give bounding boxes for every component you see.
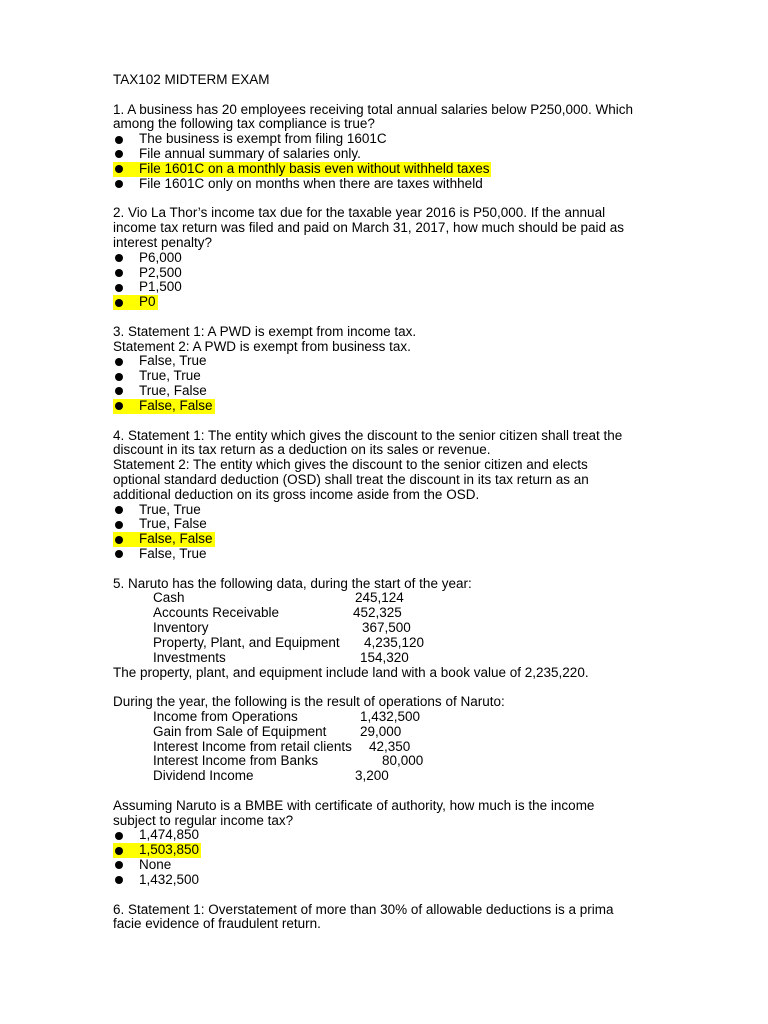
spacer (113, 414, 733, 429)
option-text: True, True (139, 501, 201, 517)
answer-option (113, 384, 733, 399)
bullet-icon (115, 876, 123, 884)
row-value: 4,235,120 (364, 634, 425, 650)
option-text: P6,000 (139, 249, 182, 265)
row-label: Inventory (153, 620, 209, 636)
option-text: True, False (139, 516, 207, 532)
option-mark (113, 177, 485, 192)
data-row (113, 606, 733, 621)
data-row (113, 710, 733, 725)
option-text: 1,503,850 (139, 842, 200, 858)
option-mark (113, 858, 173, 873)
spacer (113, 784, 733, 799)
option-text: True, False (139, 383, 207, 399)
row-label: Dividend Income (153, 768, 254, 784)
answer-option (113, 280, 733, 295)
row-label: Accounts Receivable (153, 605, 280, 621)
row-label: Interest Income from retail clients (153, 738, 352, 754)
question-4 (113, 429, 733, 562)
row-value: 42,350 (369, 738, 411, 754)
question-text: 3. Statement 1: A PWD is exempt from income tax. (113, 323, 417, 339)
answer-option (113, 295, 733, 310)
bullet-icon (115, 165, 123, 173)
option-mark (113, 295, 158, 310)
spacer (113, 680, 733, 695)
row-value: 29,000 (360, 723, 402, 739)
row-label: Income from Operations (153, 708, 298, 724)
option-mark (113, 280, 184, 295)
answer-option (113, 147, 733, 162)
data-row (113, 651, 733, 666)
option-text: False, True (139, 546, 207, 561)
option-mark (113, 873, 201, 888)
option-text: None (139, 857, 172, 873)
option-text: P2,500 (139, 264, 182, 280)
question-text: subject to regular income tax? (113, 812, 294, 828)
data-row (113, 725, 733, 740)
bullet-icon (115, 550, 123, 558)
option-text: 1,432,500 (139, 871, 200, 887)
option-mark (113, 384, 209, 399)
question-text: 6. Statement 1: Overstatement of more than 30% of allowable deductions is a prima (113, 901, 614, 917)
spacer (113, 192, 733, 207)
answer-option (113, 369, 733, 384)
option-mark (113, 147, 363, 162)
question-1 (113, 103, 733, 192)
answer-option (113, 266, 733, 281)
question-6 (113, 903, 733, 933)
question-text: additional deduction on its gross income aside from the OSD. (113, 486, 480, 502)
question-5 (113, 577, 733, 888)
spacer (113, 562, 733, 577)
exam-page (113, 73, 733, 932)
bullet-icon (115, 136, 123, 144)
row-value: 452,325 (353, 605, 402, 621)
option-mark (113, 266, 184, 281)
data-row (113, 754, 733, 769)
row-label: Gain from Sale of Equipment (153, 723, 327, 739)
question-text: 4. Statement 1: The entity which gives the discount to the senior citizen shall treat the (113, 427, 623, 443)
row-label: Interest Income from Banks (153, 753, 319, 769)
answer-option (113, 177, 733, 192)
row-value: 1,432,500 (360, 708, 421, 724)
data-row (113, 591, 733, 606)
spacer (113, 888, 733, 903)
question-text: facie evidence of fraudulent return. (113, 916, 321, 932)
spacer (113, 310, 733, 325)
option-text: File 1601C on a monthly basis even without withheld taxes (139, 160, 490, 176)
question-text: Assuming Naruto is a BMBE with certificate of authority, how much is the income (113, 797, 595, 813)
bullet-icon (115, 269, 123, 277)
bullet-icon (115, 180, 123, 188)
option-text: 1,474,850 (139, 827, 200, 843)
bullet-icon (115, 373, 123, 381)
question-text: Statement 2: The entity which gives the discount to the senior citizen and elects (113, 457, 588, 473)
row-value: 367,500 (362, 620, 411, 636)
option-mark (113, 843, 201, 858)
option-text: False, False (139, 397, 213, 413)
option-mark (113, 828, 201, 843)
option-mark (113, 547, 209, 562)
question-text: Statement 2: A PWD is exempt from business tax. (113, 338, 411, 354)
question-text: discount in its tax return as a deduction on its sales or revenue. (113, 442, 491, 458)
bullet-icon (115, 847, 123, 855)
start-of-year-table (113, 591, 733, 665)
operations-table (113, 710, 733, 784)
question-text: interest penalty? (113, 234, 213, 250)
bullet-icon (115, 832, 123, 840)
option-text: False, True (139, 353, 207, 369)
question-text: among the following tax compliance is true? (113, 116, 375, 132)
answer-option (113, 162, 733, 177)
answer-option (113, 828, 733, 843)
row-label: Investments (153, 649, 226, 665)
option-mark (113, 399, 215, 414)
exam-title: TAX102 MIDTERM EXAM (113, 72, 270, 87)
answer-option (113, 843, 733, 858)
data-row (113, 740, 733, 755)
question-3 (113, 325, 733, 414)
bullet-icon (115, 299, 123, 307)
row-value: 3,200 (355, 768, 389, 784)
option-mark (113, 162, 491, 177)
data-row (113, 636, 733, 651)
option-mark (113, 503, 203, 518)
question-note: The property, plant, and equipment include land with a book value of 2,235,220. (113, 664, 589, 680)
bullet-icon (115, 402, 123, 410)
option-mark (113, 532, 215, 547)
answer-option (113, 547, 733, 562)
option-mark (113, 369, 203, 384)
question-2 (113, 206, 733, 310)
bullet-icon (115, 358, 123, 366)
option-text: True, True (139, 368, 201, 384)
bullet-icon (115, 254, 123, 262)
option-text: P1,500 (139, 279, 182, 295)
spacer (113, 88, 733, 103)
answer-option (113, 251, 733, 266)
bullet-icon (115, 861, 123, 869)
answer-option (113, 503, 733, 518)
row-value: 154,320 (360, 649, 409, 665)
option-mark (113, 251, 184, 266)
bullet-icon (115, 536, 123, 544)
option-mark (113, 517, 209, 532)
question-text: income tax return was filed and paid on March 31, 2017, how much should be paid as (113, 220, 625, 236)
row-label: Cash (153, 590, 185, 606)
answer-option (113, 399, 733, 414)
data-row (113, 621, 733, 636)
row-label: Property, Plant, and Equipment (153, 634, 340, 650)
bullet-icon (115, 387, 123, 395)
answer-option (113, 517, 733, 532)
option-text: P0 (139, 294, 156, 310)
answer-option (113, 132, 733, 147)
answer-option (113, 354, 733, 369)
answer-option (113, 858, 733, 873)
option-mark (113, 132, 389, 147)
question-text: 1. A business has 20 employees receiving total annual salaries below P250,000. Which (113, 101, 634, 117)
bullet-icon (115, 150, 123, 158)
option-text: False, False (139, 531, 213, 547)
row-value: 245,124 (355, 590, 404, 606)
option-text: The business is exempt from filing 1601C (139, 131, 387, 147)
option-text: File 1601C only on months when there are taxes withheld (139, 175, 483, 191)
option-text: File annual summary of salaries only. (139, 146, 361, 162)
question-text: optional standard deduction (OSD) shall treat the discount in its tax return as an (113, 471, 589, 487)
question-text: 2. Vio La Thor’s income tax due for the taxable year 2016 is P50,000. If the annual (113, 205, 606, 221)
bullet-icon (115, 506, 123, 514)
bullet-icon (115, 284, 123, 292)
data-row (113, 769, 733, 784)
row-value: 80,000 (382, 753, 424, 769)
bullet-icon (115, 521, 123, 529)
option-mark (113, 354, 209, 369)
answer-option (113, 873, 733, 888)
answer-option (113, 532, 733, 547)
question-text: During the year, the following is the result of operations of Naruto: (113, 694, 505, 710)
question-text: 5. Naruto has the following data, during the start of the year: (113, 575, 472, 591)
